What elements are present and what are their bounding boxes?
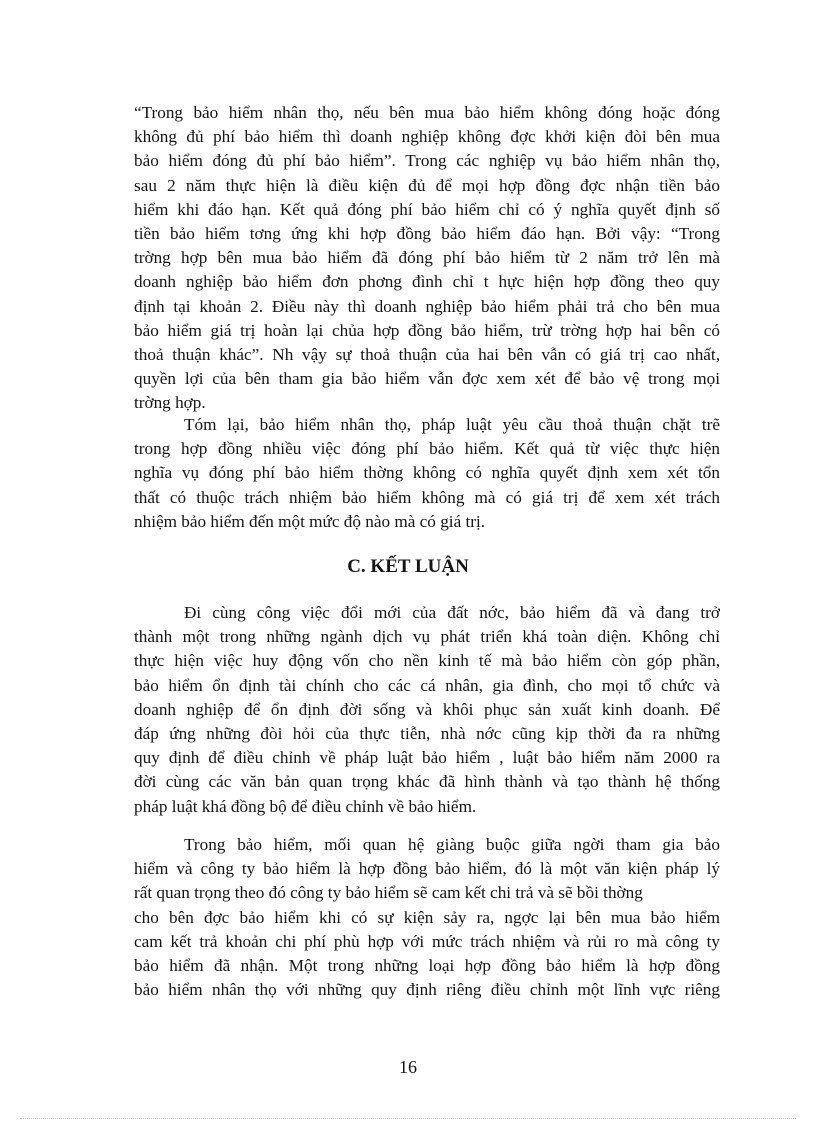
paragraph-line: không đủ phí bảo hiểm thì doanh nghiệp không đợc khởi kiện đòi bên mua xyxy=(134,127,720,147)
paragraph-line: tiền bảo hiểm tơng ứng khi hợp đồng bảo hiểm đáo hạn. Bởi vậy: “Trong xyxy=(134,223,720,243)
paragraph-line: quyền lợi của bên tham gia bảo hiểm vẫn đợc xem xét để bảo vệ trong mọi xyxy=(134,369,720,389)
paragraph-line: thực hiện việc huy động vốn cho nền kinh tế mà bảo hiểm còn góp phần, xyxy=(134,651,720,671)
paragraph-line: doanh nghiệp để ổn định đời sống và khôi phục sản xuất kinh doanh. Để xyxy=(134,699,720,719)
paragraph-line: định tại khoản 2. Điều này thì doanh nghiệp bảo hiểm phải trả cho bên mua xyxy=(134,296,720,316)
paragraph-line: bảo hiểm giá trị hoàn lại chủa hợp đồng bảo hiểm, trừ trờng hợp hai bên có xyxy=(134,320,720,340)
section-heading: C. KẾT LUẬN xyxy=(347,556,469,577)
page-number: 16 xyxy=(399,1057,417,1077)
paragraph-line: quy định để điều chỉnh về pháp luật bảo hiểm , luật bảo hiểm năm 2000 ra xyxy=(134,748,720,768)
paragraph-line: cho bên đợc bảo hiểm khi có sự kiện sảy ra, ngợc lại bên mua bảo hiểm xyxy=(134,907,720,927)
paragraph-line: thất có thuộc trách nhiệm bảo hiểm không mà có giá trị để xem xét trách xyxy=(134,487,720,507)
paragraph-line: thành một trong những ngành dịch vụ phát triển khá toàn diện. Không chỉ xyxy=(134,627,720,647)
paragraph-line: nghĩa vụ đóng phí bảo hiểm thờng không có nghĩa quyết định xem xét tổn xyxy=(134,463,720,483)
paragraph-4 xyxy=(134,833,720,1002)
paragraph-3 xyxy=(134,601,720,819)
paragraph-line: rất quan trọng theo đó công ty bảo hiểm sẽ cam kết chi trả và sẽ bồi thờng xyxy=(134,883,643,903)
paragraph-line: Trong bảo hiểm, mối quan hệ giàng buộc giữa ngời tham gia bảo xyxy=(184,835,720,854)
paragraph-line: trong hợp đồng nhiều việc đóng phí bảo hiểm. Kết quả từ việc thực hiện xyxy=(134,439,720,459)
paragraph-line: doanh nghiệp bảo hiểm đơn phơng đình chỉ t hực hiện hợp đồng theo quy xyxy=(134,272,720,292)
paragraph-line: đáp ứng những đòi hỏi của thực tiễn, nhà nớc cũng kịp thời đa ra những xyxy=(134,723,720,743)
paragraph-line: pháp luật khá đồng bộ để điều chỉnh về bảo hiểm. xyxy=(134,796,477,816)
paragraph-line: bảo hiểm đóng đủ phí bảo hiểm”. Trong các nghiệp vụ bảo hiểm nhân thọ, xyxy=(134,151,720,171)
paragraph-line: nhiệm bảo hiểm đến một mức độ nào mà có giá trị. xyxy=(134,511,486,531)
paragraph-line: hiểm khi đáo hạn. Kết quả đóng phí bảo hiểm chỉ có ý nghĩa quyết định số xyxy=(134,199,720,219)
paragraph-line: sau 2 năm thực hiện là điều kiện đủ để mọi hợp đồng đợc nhận tiền bảo xyxy=(134,175,720,195)
paragraph-2 xyxy=(134,413,720,534)
paragraph-1 xyxy=(134,101,720,415)
paragraph-line: trờng hợp bên mua bảo hiểm đã đóng phí bảo hiểm từ 2 năm trở lên mà xyxy=(134,248,720,268)
paragraph-line: bảo hiểm nhân thọ với những quy định riêng điều chỉnh một lĩnh vực riêng xyxy=(134,980,720,1000)
paragraph-line: đời cùng các văn bản quan trọng khác đã hình thành và tạo thành hệ thống xyxy=(134,772,720,792)
paragraph-line: thoả thuận khác”. Nh vậy sự thoả thuận của hai bên vẫn có giá trị cao nhất, xyxy=(134,344,720,364)
paragraph-line: cam kết trả khoản chi phí phù hợp với mức trách nhiệm và rủi ro mà công ty xyxy=(134,931,720,951)
paragraph-line: bảo hiểm ổn định tài chính cho các cá nhân, gia đình, cho mọi tổ chức và xyxy=(134,675,720,695)
paragraph-line: Đi cùng công việc đổi mới của đất nớc, bảo hiểm đã và đang trở xyxy=(184,603,720,622)
paragraph-line: bảo hiểm đã nhận. Một trong những loại hợp đồng bảo hiểm là hợp đồng xyxy=(134,955,720,975)
paragraph-line: Tóm lại, bảo hiểm nhân thọ, pháp luật yêu cầu thoả thuận chặt trẽ xyxy=(184,415,720,434)
paragraph-line: “Trong bảo hiểm nhân thọ, nếu bên mua bảo hiểm không đóng hoặc đóng xyxy=(134,103,720,122)
paragraph-line: hiểm và công ty bảo hiểm là hợp đồng bảo hiểm, đó là một văn kiện pháp lý xyxy=(134,859,720,879)
paragraph-line: trờng hợp. xyxy=(134,393,206,413)
page-bottom-divider xyxy=(20,1118,796,1119)
